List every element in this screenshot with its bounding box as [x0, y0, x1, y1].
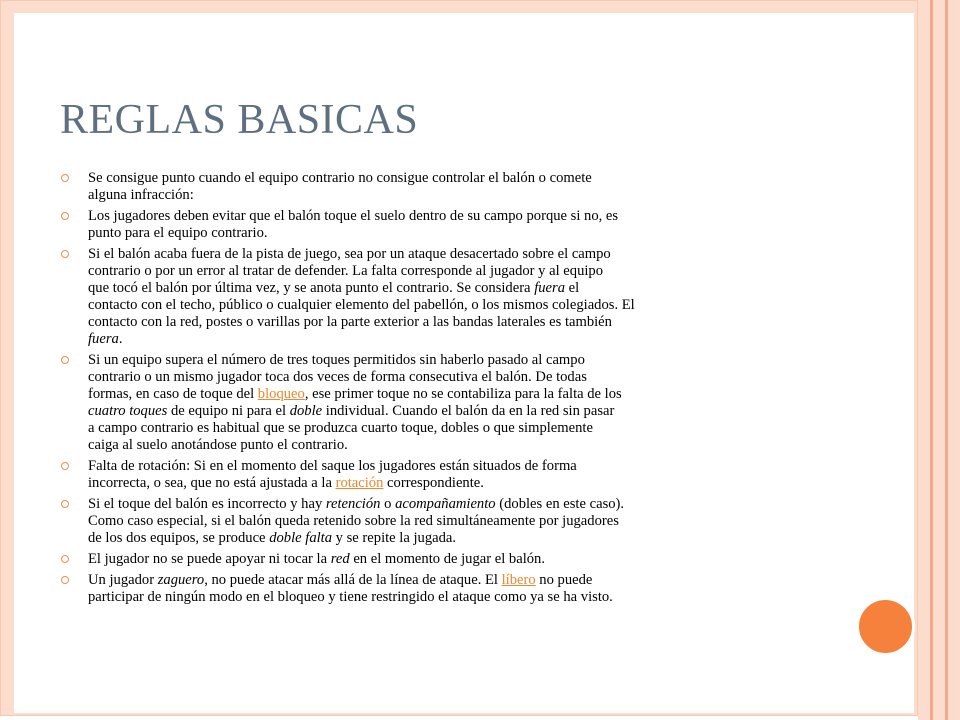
text-segment: . — [118, 331, 123, 347]
bullet-line — [88, 225, 831, 242]
bullet-circle-icon — [61, 462, 69, 470]
bullet-line — [88, 496, 831, 513]
link-rotacion[interactable]: rotación — [335, 475, 384, 491]
bullet-line — [88, 187, 831, 204]
decorative-stripe — [933, 0, 945, 720]
bullet-item — [61, 572, 831, 606]
text-segment: y se repite la jugada. — [332, 530, 457, 546]
text-segment: punto para el equipo contrario. — [88, 225, 268, 241]
italic-text: cuatro toques — [88, 403, 168, 419]
bullet-line — [88, 437, 831, 454]
text-segment: participar de ningún modo en el bloqueo y tiene restringido el ataque como ya se ha visto. — [88, 589, 613, 605]
bullet-item — [61, 551, 831, 568]
text-segment: alguna infracción: — [88, 187, 194, 203]
bullet-item — [61, 458, 831, 492]
bullet-item — [61, 246, 831, 348]
text-segment: a campo contrario es habitual que se produzca cuarto toque, dobles o que simplemente — [88, 420, 593, 436]
text-segment: el — [565, 280, 580, 296]
bullet-line — [88, 170, 831, 187]
text-segment: incorrecta, o sea, que no está ajustada a la — [88, 475, 336, 491]
bullet-line — [88, 208, 831, 225]
text-segment: correspondiente. — [383, 475, 484, 491]
text-segment: en el momento de jugar el balón. — [349, 551, 546, 567]
bullet-line — [88, 297, 831, 314]
bullet-circle-icon — [61, 356, 69, 364]
bullet-item — [61, 170, 831, 204]
bullet-item — [61, 352, 831, 454]
bullet-line — [88, 352, 831, 369]
italic-text: doble falta — [269, 530, 333, 546]
bullet-line — [88, 386, 831, 403]
decorative-stripe — [918, 0, 930, 720]
text-segment: que tocó el balón por última vez, y se anota punto el contrario. Se considera — [88, 280, 535, 296]
bullet-line — [88, 331, 831, 348]
bullet-line — [88, 263, 831, 280]
bullet-line — [88, 403, 831, 420]
italic-text: acompañamiento — [395, 496, 496, 512]
bullet-line — [88, 280, 831, 297]
italic-text: fuera — [534, 280, 565, 296]
text-segment: contacto con el techo, público o cualquier elemento del pabellón, o los mismos colegiados. El — [88, 297, 635, 313]
text-segment: contrario o un mismo jugador toca dos veces de forma consecutiva el balón. De todas — [88, 369, 587, 385]
bullet-line — [88, 458, 831, 475]
link-bloqueo[interactable]: bloqueo — [257, 386, 305, 402]
italic-text: fuera — [88, 331, 119, 347]
text-segment: Si un equipo supera el número de tres toques permitidos sin haberlo pasado al campo — [88, 352, 585, 368]
bullet-line — [88, 369, 831, 386]
bullet-circle-icon — [61, 576, 69, 584]
bullet-circle-icon — [61, 212, 69, 220]
text-segment: caiga al suelo anotándose punto el contrario. — [88, 437, 348, 453]
text-segment: Un jugador — [88, 572, 158, 588]
bullet-circle-icon — [61, 250, 69, 258]
bullet-line — [88, 551, 831, 568]
bullet-line — [88, 530, 831, 547]
text-segment: Falta de rotación: Si en el momento del saque los jugadores están situados de forma — [88, 458, 577, 474]
text-segment: o — [380, 496, 396, 512]
decorative-circle — [856, 597, 915, 656]
link-libero[interactable]: líbero — [501, 572, 536, 588]
bullet-item — [61, 208, 831, 242]
text-segment: de los dos equipos, se produce — [88, 530, 270, 546]
bullet-line — [88, 246, 831, 263]
text-segment: Se consigue punto cuando el equipo contrario no consigue controlar el balón o comete — [88, 170, 592, 186]
text-segment: (dobles en este caso). — [495, 496, 625, 512]
text-segment: Los jugadores deben evitar que el balón toque el suelo dentro de su campo porque si no, es — [88, 208, 619, 224]
bullet-line — [88, 513, 831, 530]
text-segment: Si el toque del balón es incorrecto y hay — [88, 496, 326, 512]
text-segment: El jugador no se puede apoyar ni tocar la — [88, 551, 331, 567]
text-segment: individual. Cuando el balón da en la red sin pasar — [322, 403, 615, 419]
text-segment: contacto con la red, postes o varillas por la parte exterior a las bandas laterales es también — [88, 314, 612, 330]
bullet-line — [88, 589, 831, 606]
italic-text: retención — [325, 496, 381, 512]
italic-text: red — [330, 551, 350, 567]
text-segment: contrario o por un error al tratar de defender. La falta corresponde al jugador y al equipo — [88, 263, 604, 279]
bullet-circle-icon — [61, 174, 69, 182]
text-segment: Como caso especial, si el balón queda retenido sobre la red simultáneamente por jugadores — [88, 513, 619, 529]
text-segment: Si el balón acaba fuera de la pista de juego, sea por un ataque desacertado sobre el campo — [88, 246, 611, 262]
bullet-line — [88, 475, 831, 492]
slide-title: REGLAS BASICAS — [60, 97, 419, 143]
bullet-list — [61, 170, 831, 610]
bullet-line — [88, 572, 831, 589]
text-segment: , ese primer toque no se contabiliza para la falta de los — [304, 386, 622, 402]
italic-text: doble — [289, 403, 323, 419]
decorative-stripe — [948, 0, 960, 720]
text-segment: no puede — [535, 572, 593, 588]
bullet-circle-icon — [61, 555, 69, 563]
bullet-item — [61, 496, 831, 547]
text-segment: , no puede atacar más allá de la línea de ataque. El — [204, 572, 502, 588]
text-segment: de equipo ni para el — [167, 403, 290, 419]
italic-text: zaguero — [157, 572, 205, 588]
bullet-line — [88, 420, 831, 437]
bullet-circle-icon — [61, 500, 69, 508]
bullet-line — [88, 314, 831, 331]
text-segment: formas, en caso de toque del — [88, 386, 258, 402]
